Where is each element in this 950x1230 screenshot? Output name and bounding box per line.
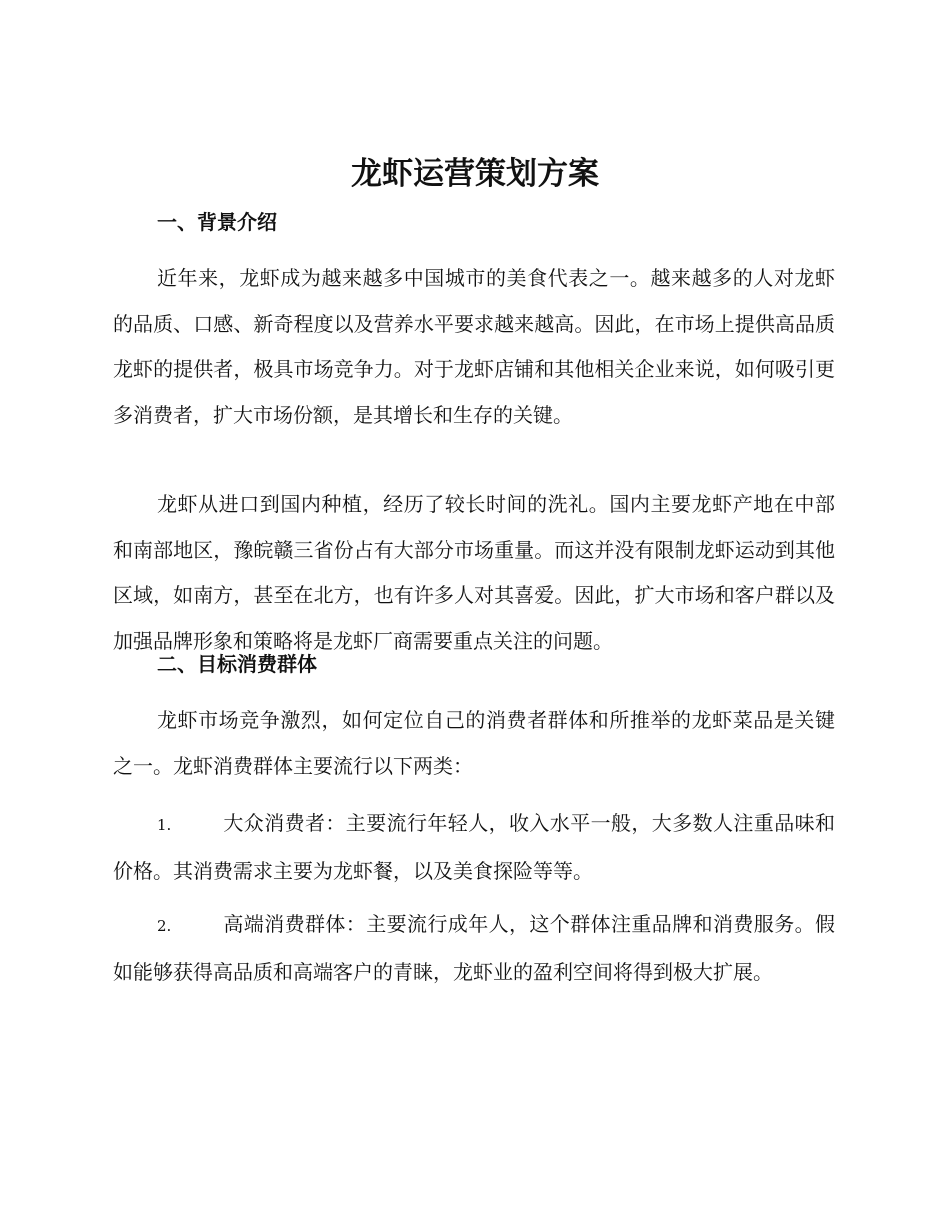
- list-item-high-end-consumers: [113, 902, 835, 995]
- list-number-2: 2.: [157, 917, 172, 935]
- paragraph-background-2: 龙虾从进口到国内种植，经历了较长时间的洗礼。国内主要龙虾产地在中部和南部地区，豫皖赣三省份占有大部分市场重量。而这并没有限制龙虾运动到其他区域，如南方，甚至在北方，也有许多人对其喜爱。因此，扩大市场和客户群以及加强品牌形象和策略将是龙虾厂商需要重点关注的问题。: [113, 492, 835, 653]
- document-title: 龙虾运营策划方案: [351, 156, 599, 192]
- paragraph-background-1: 近年来，龙虾成为越来越多中国城市的美食代表之一。越来越多的人对龙虾的品质、口感、新奇程度以及营养水平要求越来越高。因此，在市场上提供高品质龙虾的提供者，极具市场竞争力。对于龙虾店铺和其他相关企业来说，如何吸引更多消费者，扩大市场份额，是其增长和生存的关键。: [113, 266, 835, 427]
- list-number-1: 1.: [157, 816, 172, 834]
- list-text-1: 大众消费者：主要流行年轻人，收入水平一般，大多数人注重品味和价格。其消费需求主要为龙虾餐，以及美食探险等等。: [113, 811, 835, 883]
- paragraph-target-consumers: 龙虾市场竞争激烈，如何定位自己的消费者群体和所推举的龙虾菜品是关键之一。龙虾消费群体主要流行以下两类：: [113, 708, 835, 778]
- list-text-2: 高端消费群体：主要流行成年人，这个群体注重品牌和消费服务。假如能够获得高品质和高端客户的青睐，龙虾业的盈利空间将得到极大扩展。: [113, 912, 835, 984]
- section-heading-background: 一、背景介绍: [157, 210, 277, 234]
- section-heading-target-consumers: 二、目标消费群体: [157, 652, 317, 676]
- list-item-mass-consumers: [113, 801, 835, 894]
